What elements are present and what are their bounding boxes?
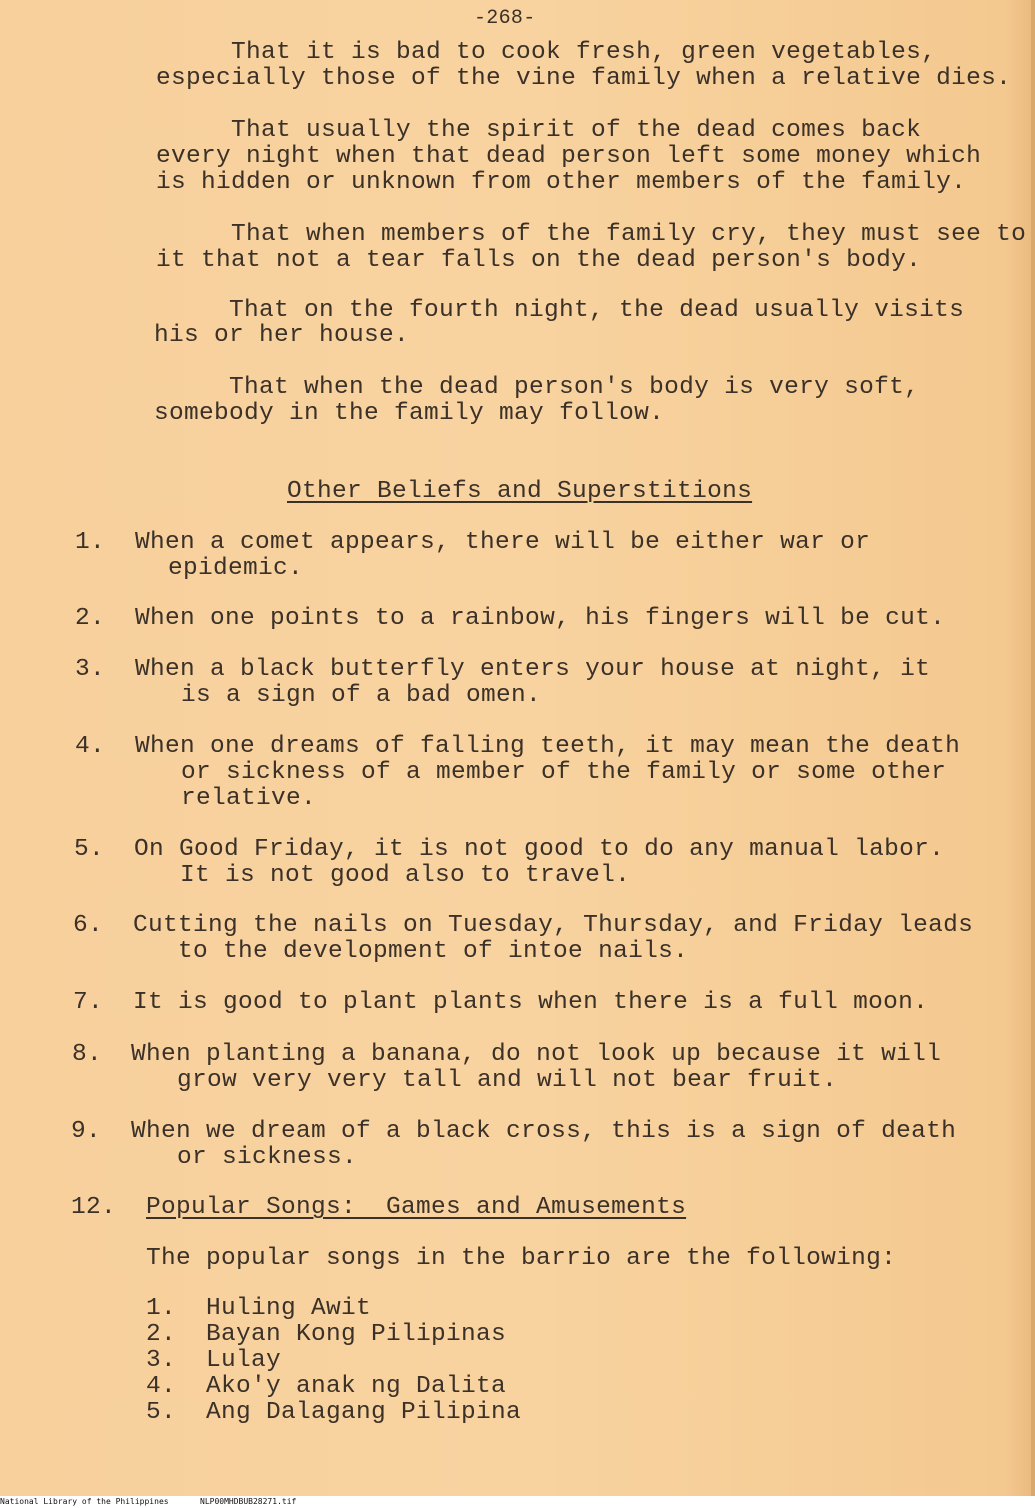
belief-3-line-2: it that not a tear falls on the dead person's body. [156, 247, 922, 274]
item-7-number: 7. [73, 989, 104, 1016]
item-1-number: 1. [75, 529, 106, 556]
belief-1-line-1: That it is bad to cook fresh, green vegetables, [231, 39, 937, 66]
item-1-line-2: epidemic. [168, 555, 304, 582]
item-2-number: 2. [75, 605, 106, 632]
item-4-line-2: or sickness of a member of the family or some other [181, 759, 947, 786]
section12-number: 12. [71, 1194, 117, 1221]
footer-library-label: National Library of the Philippines [0, 1497, 169, 1506]
item-8-line-2: grow very very tall and will not bear fruit. [177, 1067, 838, 1094]
section12-title: Popular Songs: Games and Amusements [146, 1194, 687, 1221]
belief-4-line-2: his or her house. [154, 322, 410, 349]
item-5-line-2: It is not good also to travel. [180, 862, 631, 889]
belief-2-line-3: is hidden or unknown from other members of the family. [156, 169, 967, 196]
scan-footer [0, 1496, 1035, 1508]
song-1-title: Huling Awit [206, 1295, 372, 1322]
item-7-line-1: It is good to plant plants when there is a full moon. [133, 989, 929, 1016]
item-4-line-3: relative. [181, 785, 317, 812]
item-9-line-1: When we dream of a black cross, this is a sign of death [131, 1118, 957, 1145]
item-2-line-1: When one points to a rainbow, his fingers will be cut. [135, 605, 946, 632]
song-2-number: 2. [146, 1321, 177, 1348]
item-5-line-1: On Good Friday, it is not good to do any manual labor. [134, 836, 945, 863]
belief-5-line-1: That when the dead person's body is very soft, [229, 374, 920, 401]
song-5-number: 5. [146, 1399, 177, 1426]
belief-1-line-2: especially those of the vine family when a relative dies. [156, 65, 1012, 92]
belief-3-line-1: That when members of the family cry, they must see to [231, 221, 1027, 248]
item-3-number: 3. [75, 656, 106, 683]
song-3-title: Lulay [206, 1347, 282, 1374]
item-9-line-2: or sickness. [177, 1144, 358, 1171]
item-4-number: 4. [75, 733, 106, 760]
page-edge [1031, 0, 1035, 1496]
item-8-number: 8. [72, 1041, 103, 1068]
song-3-number: 3. [146, 1347, 177, 1374]
item-3-line-2: is a sign of a bad omen. [181, 682, 542, 709]
section12-intro: The popular songs in the barrio are the following: [146, 1245, 897, 1272]
song-4-title: Ako'y anak ng Dalita [206, 1373, 507, 1400]
item-3-line-1: When a black butterfly enters your house at night, it [135, 656, 931, 683]
section-title: Other Beliefs and Superstitions [287, 478, 753, 505]
footer-file-name: NLP00MHDBUB28271.tif [200, 1497, 297, 1506]
item-6-line-1: Cutting the nails on Tuesday, Thursday, and Friday leads [133, 912, 974, 939]
item-6-line-2: to the development of intoe nails. [178, 938, 689, 965]
item-4-line-1: When one dreams of falling teeth, it may mean the death [135, 733, 961, 760]
song-1-number: 1. [146, 1295, 177, 1322]
item-5-number: 5. [74, 836, 105, 863]
song-4-number: 4. [146, 1373, 177, 1400]
song-5-title: Ang Dalagang Pilipina [206, 1399, 522, 1426]
page-number: -268- [474, 7, 536, 30]
song-2-title: Bayan Kong Pilipinas [206, 1321, 507, 1348]
item-9-number: 9. [71, 1118, 102, 1145]
item-8-line-1: When planting a banana, do not look up because it will [131, 1041, 942, 1068]
item-1-line-1: When a comet appears, there will be either war or [135, 529, 871, 556]
belief-5-line-2: somebody in the family may follow. [154, 400, 665, 427]
item-6-number: 6. [73, 912, 104, 939]
belief-2-line-1: That usually the spirit of the dead comes back [231, 117, 922, 144]
belief-4-line-1: That on the fourth night, the dead usually visits [229, 297, 965, 324]
belief-2-line-2: every night when that dead person left some money which [156, 143, 982, 170]
